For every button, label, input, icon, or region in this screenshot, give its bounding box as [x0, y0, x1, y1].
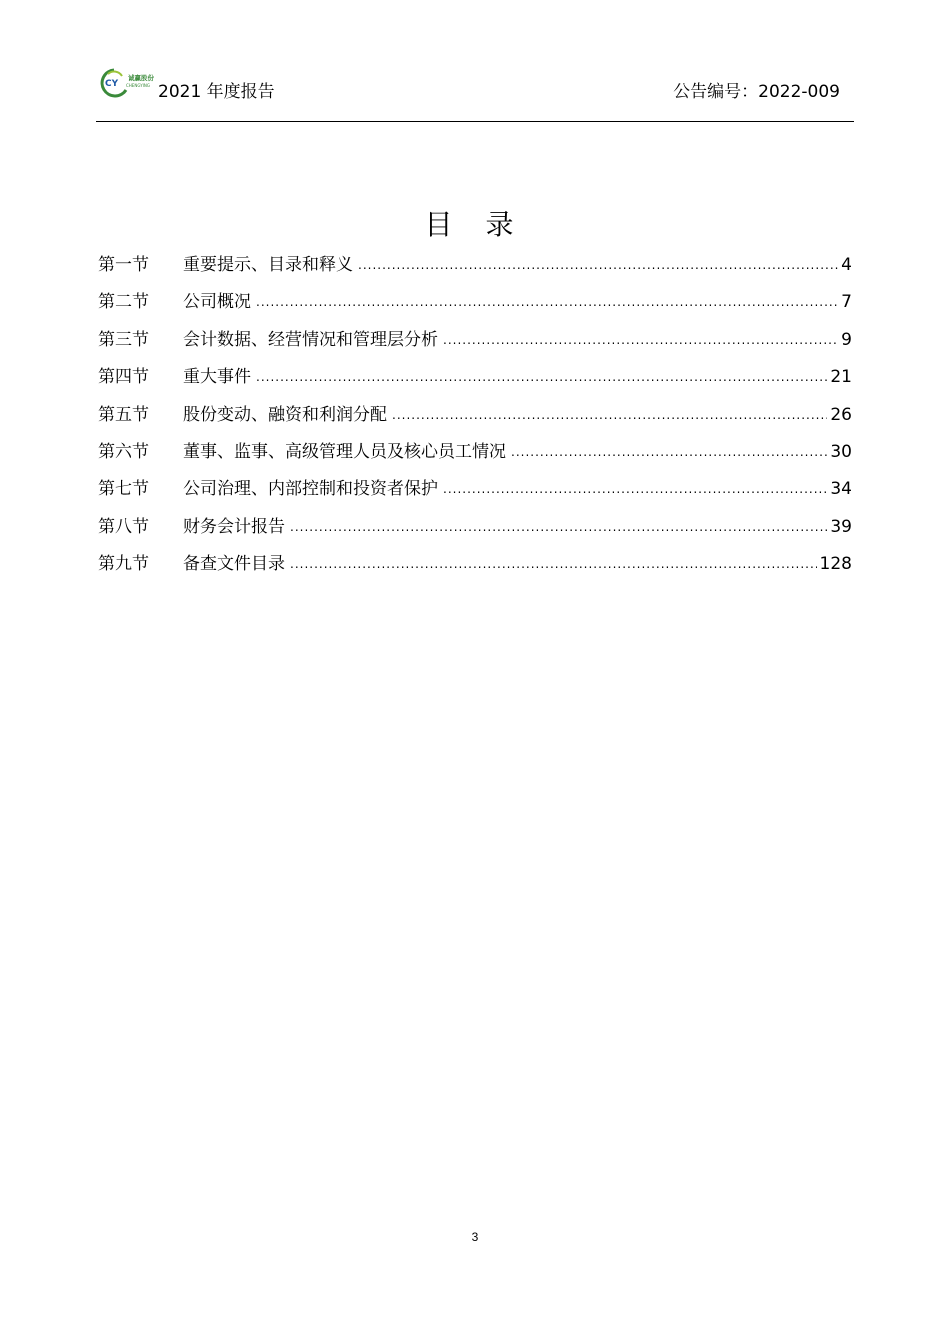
toc-page-number: 39 [830, 516, 852, 537]
toc-item[interactable] [98, 252, 852, 289]
toc-section-number: 第一节 [98, 255, 149, 275]
toc-section-number: 第二节 [98, 292, 149, 313]
logo-text: 诚赢股份 [128, 74, 154, 82]
toc-item[interactable] [98, 514, 852, 551]
toc-page-number: 4 [841, 255, 852, 275]
toc-page-number: 9 [841, 329, 852, 350]
toc-section-title: 备查文件目录 [183, 554, 285, 575]
toc-section-number: 第六节 [98, 441, 149, 462]
toc-leader-dots [290, 514, 827, 540]
toc-page-number: 21 [830, 367, 852, 388]
toc-item[interactable] [98, 551, 852, 588]
toc-section-title: 会计数据、经营情况和管理层分析 [183, 329, 438, 350]
toc-leader-dots [256, 289, 838, 315]
report-title: 2021 年度报告 [158, 82, 275, 102]
toc-page-number: 30 [830, 441, 852, 462]
toc-page-number: 7 [841, 292, 852, 313]
toc-leader-dots [511, 439, 827, 465]
toc-leader-dots [290, 551, 817, 577]
toc-leader-dots [443, 476, 827, 502]
toc-section-number: 第七节 [98, 479, 149, 500]
toc-section-title: 重要提示、目录和释义 [183, 255, 353, 275]
toc-page-number: 34 [830, 479, 852, 500]
toc-item[interactable] [98, 289, 852, 326]
page-header [96, 62, 854, 122]
toc-leader-dots [256, 364, 827, 390]
toc-item[interactable] [98, 402, 852, 439]
toc-section-number: 第八节 [98, 516, 149, 537]
toc-item[interactable] [98, 364, 852, 401]
toc-item[interactable] [98, 439, 852, 476]
toc-page-number: 128 [819, 554, 852, 575]
toc-page-number: 26 [830, 404, 852, 425]
toc-section-title: 公司概况 [183, 292, 251, 313]
page-number: 3 [471, 1230, 479, 1244]
toc-section-number: 第九节 [98, 554, 149, 575]
toc-leader-dots [443, 327, 838, 353]
toc-leader-dots [392, 402, 827, 428]
toc-section-number: 第五节 [98, 404, 149, 425]
logo-sub: CHENGYING [126, 83, 150, 88]
company-logo [98, 66, 156, 100]
toc-section-title: 重大事件 [183, 367, 251, 388]
toc-section-title: 财务会计报告 [183, 516, 285, 537]
toc-section-title: 股份变动、融资和利润分配 [183, 404, 387, 425]
toc-item[interactable] [98, 327, 852, 364]
toc-section-title: 董事、监事、高级管理人员及核心员工情况 [183, 441, 506, 462]
toc-section-number: 第三节 [98, 329, 149, 350]
toc-title: 目 录 [424, 208, 526, 241]
toc-section-title: 公司治理、内部控制和投资者保护 [183, 479, 438, 500]
announcement-number: 公告编号：2022-009 [673, 82, 840, 102]
toc-section-number: 第四节 [98, 367, 149, 388]
toc-item[interactable] [98, 476, 852, 513]
logo-mark: CY [105, 79, 119, 89]
table-of-contents [98, 252, 852, 589]
toc-leader-dots [358, 252, 838, 278]
